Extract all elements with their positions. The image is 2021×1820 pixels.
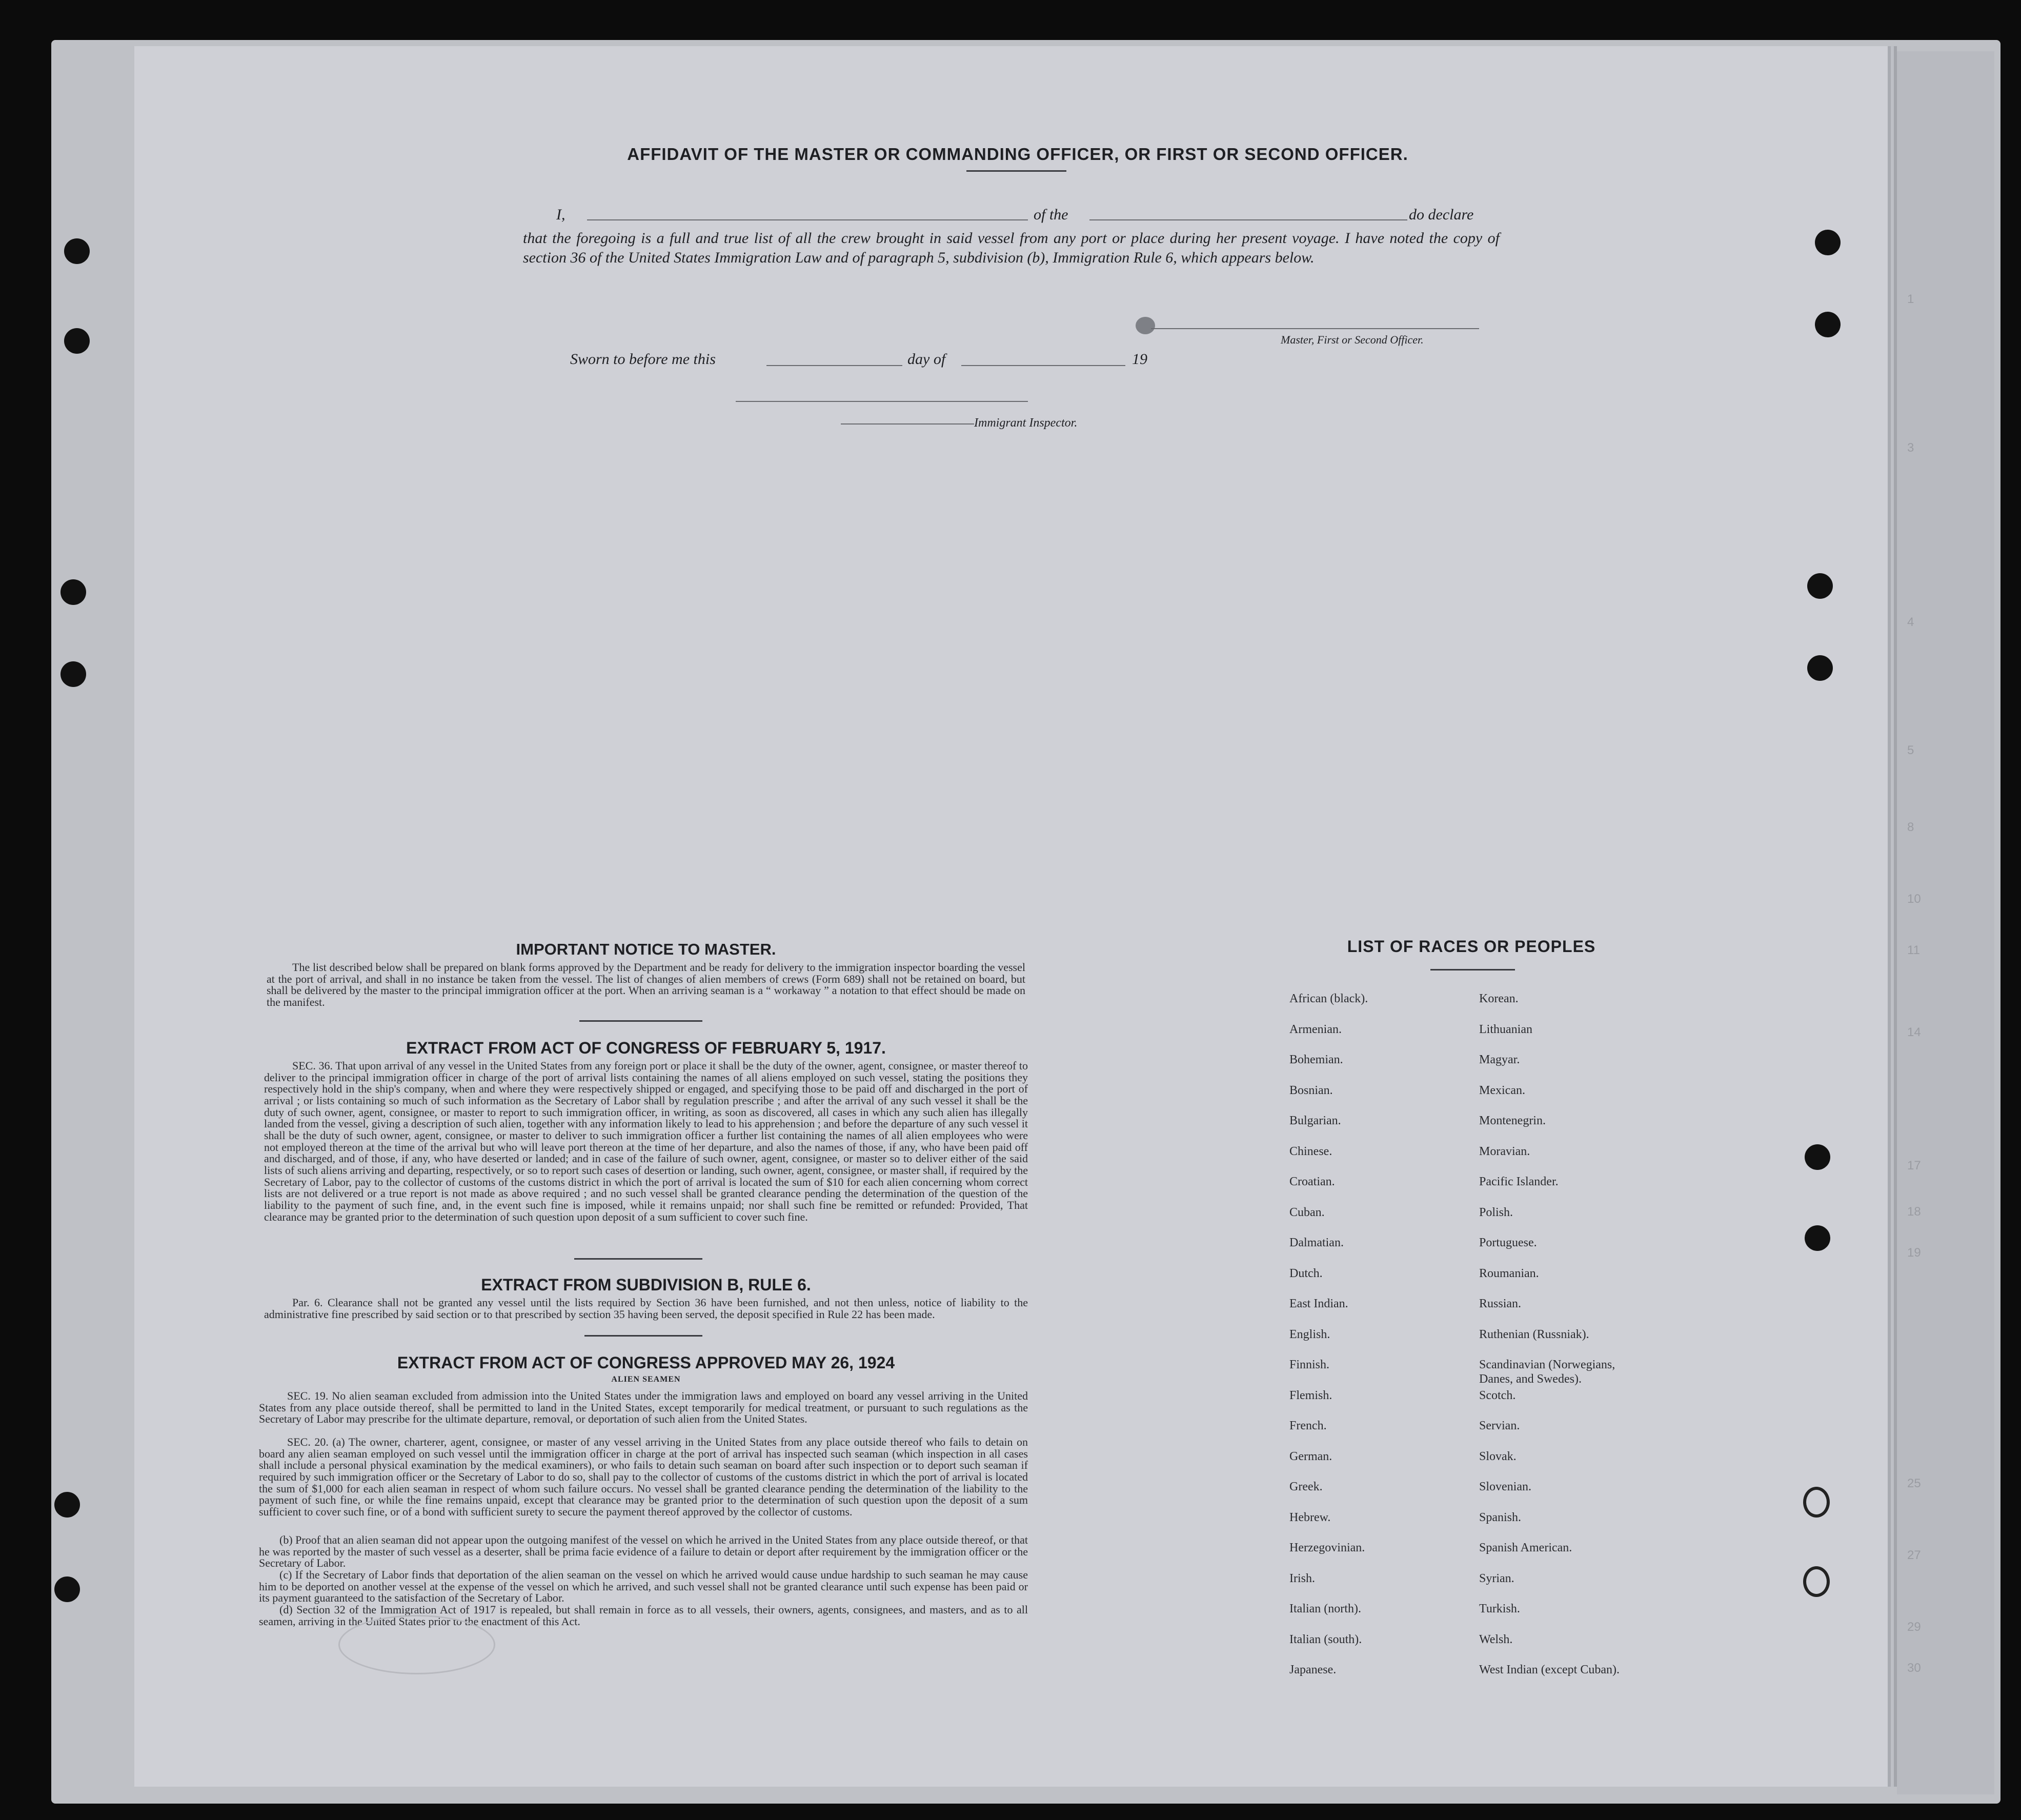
year-prefix: 19 (1132, 351, 1147, 368)
strip-line-number: 19 (1907, 1246, 1921, 1260)
section-rule (579, 1020, 702, 1022)
binder-hole (54, 1576, 80, 1602)
races-left-column (1289, 992, 1459, 1693)
binder-ring (1803, 1487, 1830, 1518)
strip-line-number: 8 (1907, 820, 1914, 834)
extract-1917-body: SEC. 36. That upon arrival of any vessel in the United States from any foreign port or place it shall be the duty of the owner, agent, consignee, or master thereof to deliver to the principal immigration officer in charge of the port of arrival lists containing the names of all aliens employed on such vessel, stating the positions they respectively hold in the ship's company, when and where they were respectively shipped or engaged, and specifying those to be paid off and discharged in the port of arrival ; or lists containing so much of such information as the Secretary of Labor shall by regulation prescribe ; and after the arrival of any such vessel it shall be the duty of such owner, agent, consignee, or master to report to such immigration officer, in writing, as soon as discovered, all cases in which any such alien has illegally landed from the vessel, giving a description of such alien, together with any information likely to lead to his apprehension ; and before the departure of any such vessel it shall be the duty of such owner, agent, consignee, or master to deliver to such immigration officer a further list containing the names of all alien employees who were not employed thereon at the time of the arrival but who will leave port thereon at the time of her departure, and also the names of those, if any, who have been paid off and discharged, and of those, if any, who have deserted or landed; and in case of the failure of such owner, agent, consignee, or master so to deliver either of the said lists of such aliens arriving and departing, respectively, or so to report such cases of desertion or landing, such owner, agent, consignee, or master shall, if required by the Secretary of Labor, pay to the collector of customs of the customs district in which the port of arrival is located the sum of $10 for each alien concerning whom correct lists are not delivered or a true report is not made as above required ; and no such vessel shall be granted clearance pending the determination of the question of the liability to the payment of such fine, and, in the event such fine is imposed, while it remains unpaid; nor shall such fine be remitted or refunded: Provided, That clearance may be granted prior to the determination of such question upon deposit of a sum sufficient to cover such fine. (264, 1059, 1028, 1223)
race-item: Dutch. (1289, 1266, 1323, 1280)
section-rule (584, 1335, 702, 1337)
race-item: Polish. (1479, 1205, 1513, 1219)
race-item: French. (1289, 1419, 1327, 1432)
sec20b-text: (b) Proof that an alien seaman did not appear upon the outgoing manifest of the vessel on which he arrived in the United States from any place outside thereof, or that he was reported by the master of such vessel as a deserter, shall be prima facie evidence of a failure to detain or deport after requirement by the immigration officer or the Secretary of Labor. (259, 1533, 1028, 1570)
race-item: Roumanian. (1479, 1266, 1539, 1280)
strip-line-number: 18 (1907, 1205, 1921, 1219)
race-item: Hebrew. (1289, 1510, 1331, 1524)
vessel-prefix: of the (1034, 206, 1068, 223)
race-item: English. (1289, 1327, 1330, 1341)
inspector-signature-line-2[interactable] (841, 423, 974, 424)
race-item: African (black). (1289, 992, 1368, 1005)
declarant-name-line[interactable] (587, 219, 1028, 220)
race-item: Lithuanian (1479, 1022, 1532, 1036)
binder-hole (64, 238, 90, 264)
binder-hole (60, 661, 86, 687)
race-item: Spanish American. (1479, 1541, 1572, 1554)
binder-hole (1815, 312, 1841, 337)
race-item: Italian (south). (1289, 1632, 1362, 1646)
race-item: Slovak. (1479, 1449, 1517, 1463)
race-item: East Indian. (1289, 1297, 1348, 1310)
declarant-prefix: I, (556, 206, 565, 223)
binder-hole (1807, 573, 1833, 599)
sworn-month-line[interactable] (961, 365, 1125, 366)
race-item: Montenegrin. (1479, 1114, 1546, 1127)
sec20d-text: (d) Section 32 of the Immigration Act of 1917 is repealed, but shall remain in force as to all vessels, their owners, agents, consignees, and masters, and as to all seamen, arriving in the United States prior to the enactment of this Act. (259, 1603, 1028, 1628)
race-item: Portuguese. (1479, 1236, 1537, 1249)
race-item: Spanish. (1479, 1510, 1522, 1524)
declare-text: do declare (1409, 206, 1474, 223)
binder-hole (1805, 1144, 1830, 1170)
race-item: Italian (north). (1289, 1602, 1361, 1615)
sworn-text: Sworn to before me this (570, 351, 716, 368)
strip-line-number: 17 (1907, 1159, 1921, 1172)
race-item: Ruthenian (Russniak). (1479, 1327, 1589, 1341)
binder-hole (54, 1492, 80, 1518)
notice-body: The list described below shall be prepared on blank forms approved by the Department and be ready for delivery to the immigration inspector boarding the vessel at the port of arrival, and shall in no instance be taken from the vessel. The list of changes of alien members of crews (Form 689) shall not be retained on board, but shall be delivered by the master to the principal immigration officer at the port. When an arriving seaman is a “ workaway ” a notation to that effect should be made on the manifest. (267, 961, 1025, 1008)
extract-1917-title: EXTRACT FROM ACT OF CONGRESS OF FEBRUARY 5, 1917. (406, 1039, 886, 1057)
binder-hole (64, 328, 90, 354)
race-item: Scotch. (1479, 1388, 1516, 1402)
binder-ring (1803, 1566, 1830, 1597)
race-item: Turkish. (1479, 1602, 1520, 1615)
sec20c-text: (c) If the Secretary of Labor finds that deportation of the alien seaman on the vessel on which he arrived would cause undue hardship to such seaman he may cause him to be deported on another vessel at the expense of the vessel on which he arrived, and such vessel shall not be granted clearance until such expense has been paid or its payment guaranteed to the satisfaction of the Secretary of Labor. (259, 1568, 1028, 1605)
race-item: West Indian (except Cuban). (1479, 1663, 1620, 1676)
race-item: Slovenian. (1479, 1480, 1531, 1493)
race-item: Armenian. (1289, 1022, 1342, 1036)
binder-hole (1805, 1225, 1830, 1251)
race-item: Moravian. (1479, 1144, 1530, 1158)
notice-title: IMPORTANT NOTICE TO MASTER. (516, 940, 776, 958)
race-item: Greek. (1289, 1480, 1323, 1493)
inspector-label: Immigrant Inspector. (974, 416, 1078, 430)
title-rule (966, 170, 1066, 172)
race-item: Herzegovinian. (1289, 1541, 1365, 1554)
strip-line-number: 14 (1907, 1025, 1921, 1039)
race-item: Syrian. (1479, 1571, 1514, 1585)
race-item: Bulgarian. (1289, 1114, 1341, 1127)
affidavit-body: that the foregoing is a full and true list of all the crew brought in said vessel from any port or place during her present voyage. I have noted the copy of section 36 of the United States Immigration Law and of paragraph 5, subdivision (b), Immigration Rule 6, which appears below. (523, 230, 1500, 266)
strip-line-number: 29 (1907, 1620, 1921, 1634)
races-title-rule (1430, 969, 1515, 970)
affidavit-title: AFFIDAVIT OF THE MASTER OR COMMANDING OFFICER, OR FIRST OR SECOND OFFICER. (627, 145, 1408, 164)
vessel-name-line[interactable] (1089, 219, 1407, 220)
race-item: Bosnian. (1289, 1083, 1333, 1097)
strip-line-number: 30 (1907, 1661, 1921, 1675)
extract-rule6-body: Par. 6. Clearance shall not be granted any vessel until the lists required by Section 36 have been furnished, and not then unless, notice of liability to the administrative fine prescribed by said section or to that prescribed by section 35 having been served, the deposit specified in Rule 22 has been made. (264, 1296, 1028, 1321)
race-item: Magyar. (1479, 1053, 1520, 1066)
strip-line-number: 11 (1907, 943, 1920, 957)
race-item: Pacific Islander. (1479, 1175, 1559, 1188)
sworn-day-line[interactable] (766, 365, 902, 366)
alien-seamen-subtitle: ALIEN SEAMEN (611, 1375, 681, 1384)
race-item: Dalmatian. (1289, 1236, 1344, 1249)
ink-spot (1136, 317, 1155, 334)
section-rule (574, 1258, 702, 1260)
underlying-page-strip (1897, 51, 1994, 1794)
master-signature-line[interactable] (1151, 328, 1479, 329)
binder-hole (60, 579, 86, 605)
day-of-text: day of (907, 351, 946, 368)
inspector-signature-line[interactable] (736, 401, 1028, 402)
race-item: Flemish. (1289, 1388, 1332, 1402)
race-item: Welsh. (1479, 1632, 1513, 1646)
strip-line-number: 3 (1907, 441, 1914, 455)
race-item: Servian. (1479, 1419, 1520, 1432)
binder-hole (1807, 655, 1833, 681)
race-item: Croatian. (1289, 1175, 1335, 1188)
races-title: LIST OF RACES OR PEOPLES (1347, 937, 1596, 956)
race-item: Irish. (1289, 1571, 1315, 1585)
race-item: Bohemian. (1289, 1053, 1343, 1066)
race-item: Mexican. (1479, 1083, 1525, 1097)
strip-line-number: 4 (1907, 615, 1914, 629)
sec20a-text: SEC. 20. (a) The owner, charterer, agent, consignee, or master of any vessel arriving in the United States from any place outside thereof who fails to detain on board any alien seaman employed on such vessel until the immigration officer in charge at the port of arrival has inspected such seaman (which inspection in all cases shall include a personal physical examination by the medical examiners), or who fails to detain such seaman on board after such inspection or to deport such seaman if required by such immigration officer or the Secretary of Labor to do so, shall pay to the collector of customs of the customs district in which the port of arrival is located the sum of $1,000 for each alien seaman in respect of whom such failure occurs. No vessel shall be granted clearance pending the determination of the liability to the payment of such fine, or while the fine remains unpaid, except that clearance may be granted prior to the determination of such question upon the deposit of a sum sufficient to cover such fine, or of a bond with sufficient surety to secure the payment thereof approved by the collector of customs. (259, 1435, 1028, 1518)
race-item: Japanese. (1289, 1663, 1337, 1676)
extract-rule6-title: EXTRACT FROM SUBDIVISION B, RULE 6. (481, 1276, 811, 1294)
binder-hole (1815, 230, 1841, 255)
race-item: German. (1289, 1449, 1332, 1463)
strip-line-number: 5 (1907, 743, 1914, 757)
extract-1924-title: EXTRACT FROM ACT OF CONGRESS APPROVED MAY 26, 1924 (397, 1353, 895, 1372)
strip-line-number: 1 (1907, 292, 1914, 306)
race-item: Chinese. (1289, 1144, 1332, 1158)
races-right-column (1479, 992, 1705, 1693)
strip-line-number: 25 (1907, 1477, 1921, 1490)
race-item: Russian. (1479, 1297, 1522, 1310)
race-item: Cuban. (1289, 1205, 1325, 1219)
strip-line-number: 27 (1907, 1548, 1921, 1562)
sec19-text: SEC. 19. No alien seaman excluded from admission into the United States under the immigration laws and employed on board any vessel arriving in the United States from any place outside thereof, shall be permitted to land in the United States, except temporarily for medical treatment, or pursuant to such regulations as the Secretary of Labor may prescribe for the ultimate departure, removal, or deportation of such alien from the United States. (259, 1389, 1028, 1426)
faint-stamp (338, 1615, 495, 1674)
race-item: Scandinavian (Norwegians, Danes, and Swedes). (1479, 1358, 1615, 1386)
race-item: Korean. (1479, 992, 1519, 1005)
race-item: Finnish. (1289, 1358, 1330, 1371)
master-signature-label: Master, First or Second Officer. (1281, 333, 1424, 346)
strip-line-number: 10 (1907, 892, 1921, 906)
